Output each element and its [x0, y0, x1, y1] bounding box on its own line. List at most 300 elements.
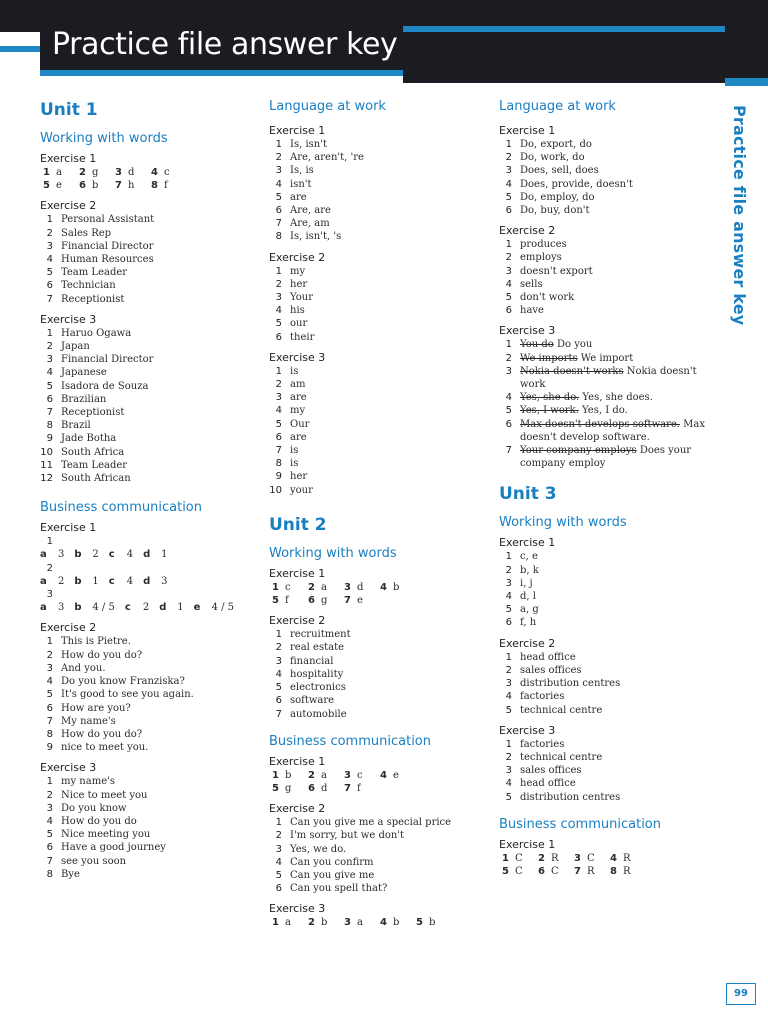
list-item: [499, 338, 721, 351]
list-item: [269, 641, 491, 654]
answer-cell: [269, 782, 305, 795]
list-item: [269, 204, 491, 217]
answer-value: g: [321, 595, 328, 607]
list-item: [269, 681, 491, 694]
list-item: [40, 353, 262, 366]
item-number: 3: [275, 292, 282, 304]
list-item: [269, 708, 491, 721]
correction-text: Yes, I do.: [578, 405, 628, 417]
item-number: 3: [505, 365, 512, 377]
item-text: [520, 391, 721, 404]
item-number: 5: [275, 682, 282, 694]
list-item: [40, 662, 262, 675]
item-number: 2: [46, 341, 53, 353]
list-item: [40, 266, 262, 279]
answer-value: b: [321, 917, 328, 929]
list-item: [269, 304, 491, 317]
answer-list: [269, 138, 491, 244]
list-item: [40, 213, 262, 226]
answer-cell: [112, 179, 148, 192]
item-number: 7: [275, 218, 282, 230]
item-number: 2: [505, 751, 512, 763]
answer-list: [499, 138, 721, 217]
answer-number: 6: [79, 180, 86, 192]
match-pair: [109, 575, 133, 588]
list-item: [40, 802, 262, 815]
item-text: [520, 404, 721, 417]
answer-cell: [571, 852, 607, 865]
item-text: Does, provide, doesn't: [520, 178, 633, 190]
answer-cell: [607, 865, 643, 878]
item-text: Have a good journey: [61, 842, 166, 854]
item-text: sells: [520, 278, 543, 290]
item-number: 3: [46, 589, 53, 601]
item-number: 5: [275, 318, 282, 330]
item-text: sales offices: [520, 664, 582, 676]
item-number: 8: [275, 458, 282, 470]
answer-value: a: [321, 769, 327, 781]
answer-number: 3: [574, 852, 581, 864]
list-item: [269, 317, 491, 330]
list-item: [40, 327, 262, 340]
answer-value: a: [285, 917, 291, 929]
item-number: 4: [505, 778, 512, 790]
item-number: 6: [275, 431, 282, 443]
item-text: see you soon: [61, 855, 127, 867]
answer-number: 5: [272, 782, 279, 794]
item-number: 9: [46, 742, 53, 754]
item-number: 3: [505, 577, 512, 589]
match-group-number: [40, 535, 262, 548]
item-text: Receptionist: [61, 407, 125, 419]
item-number: 4: [505, 178, 512, 190]
list-item: [40, 815, 262, 828]
list-item: [269, 484, 491, 497]
item-text: This is Pietre.: [61, 636, 131, 648]
list-item: [40, 366, 262, 379]
item-number: 4: [505, 278, 512, 290]
match-value: 4 / 5: [211, 602, 235, 614]
list-item: [499, 577, 721, 590]
match-letter: c: [108, 549, 115, 561]
item-number: 3: [46, 354, 53, 366]
item-text: Do, export, do: [520, 139, 592, 150]
answer-number: 2: [308, 769, 315, 781]
struck-text: Your company employs: [520, 445, 637, 457]
item-number: 7: [46, 855, 53, 867]
item-number: 7: [505, 445, 512, 457]
item-number: 1: [275, 629, 282, 641]
answer-list: [499, 238, 721, 317]
answer-number: 7: [344, 595, 351, 607]
item-number: 3: [46, 240, 53, 252]
answer-number: 4: [610, 852, 617, 864]
answer-value: R: [623, 852, 631, 864]
item-text: f, h: [520, 617, 537, 629]
answer-list: [499, 738, 721, 804]
answer-cell: [571, 865, 607, 878]
answer-number: 3: [344, 769, 351, 781]
item-number: 1: [505, 651, 512, 663]
exercise-heading: Exercise 1: [499, 124, 556, 137]
accent-stripe-edge: [725, 78, 768, 86]
item-number: 1: [46, 636, 53, 648]
answer-value: b: [92, 180, 99, 192]
answer-value: R: [623, 865, 631, 877]
list-item: [269, 331, 491, 344]
answer-grid: [269, 769, 491, 795]
match-value: 1: [161, 549, 168, 561]
answer-number: 1: [43, 167, 50, 178]
item-number: 6: [275, 695, 282, 707]
list-item: [499, 444, 721, 470]
match-pair: [159, 601, 183, 614]
list-item: [40, 227, 262, 240]
answer-cell: [377, 916, 413, 929]
exercise-heading: Exercise 1: [269, 566, 326, 580]
answer-number: 1: [272, 917, 279, 929]
item-text: her: [290, 471, 308, 483]
item-text: your: [290, 484, 313, 496]
list-item: [269, 816, 491, 829]
match-letter: c: [108, 575, 115, 587]
item-number: 6: [46, 702, 53, 714]
correction-text: Nokia doesn't work: [520, 365, 697, 391]
list-item: [40, 432, 262, 445]
item-text: Bye: [61, 868, 80, 880]
list-item: [269, 856, 491, 869]
item-number: 11: [40, 459, 53, 471]
answer-value: c: [285, 581, 291, 593]
section-heading: Business communication: [40, 500, 202, 516]
list-item: [499, 352, 721, 365]
answer-cell: [148, 179, 184, 192]
match-pair: [74, 575, 98, 588]
answer-value: f: [164, 180, 168, 192]
item-number: 8: [275, 231, 282, 243]
answer-cell: [377, 769, 413, 782]
item-number: 3: [505, 265, 512, 277]
item-text: How are you?: [61, 702, 131, 714]
item-text: have: [520, 305, 544, 317]
section-heading: Business communication: [499, 816, 661, 832]
page-number: 99: [726, 983, 756, 1005]
item-number: 4: [275, 668, 282, 680]
list-item: [499, 677, 721, 690]
list-item: [40, 293, 262, 306]
item-text: Brazil: [61, 420, 91, 432]
item-number: 5: [505, 405, 512, 417]
match-value: 4: [126, 549, 134, 561]
item-number: 7: [46, 293, 53, 305]
answer-list: [269, 365, 491, 497]
answer-list: [269, 628, 491, 720]
list-item: [269, 278, 491, 291]
item-text: Haruo Ogawa: [61, 327, 132, 339]
item-text: Do, buy, don't: [520, 205, 590, 217]
list-item: [499, 791, 721, 804]
item-number: 6: [275, 331, 282, 343]
unit-heading: Unit 3: [499, 484, 557, 505]
item-text: Jade Botha: [61, 433, 117, 445]
match-letter: d: [143, 575, 151, 587]
answer-number: 1: [272, 581, 279, 593]
match-pair: [40, 575, 64, 588]
answer-number: 2: [538, 852, 545, 864]
exercise-heading: Exercise 3: [499, 723, 556, 737]
list-item: [40, 419, 262, 432]
accent-stripe-right: [403, 26, 725, 32]
item-text: [520, 444, 721, 470]
answer-value: b: [393, 917, 400, 929]
item-text: real estate: [290, 642, 345, 654]
item-text: Is, isn't, 's: [290, 231, 342, 243]
list-item: [40, 828, 262, 841]
item-text: Are, aren't, 're: [290, 152, 364, 164]
list-item: [269, 655, 491, 668]
list-item: [269, 470, 491, 483]
list-item: [499, 651, 721, 664]
item-number: 3: [275, 655, 282, 667]
match-letter: d: [143, 549, 151, 561]
answer-value: e: [357, 595, 363, 607]
item-text: I'm sorry, but we don't: [290, 830, 405, 842]
list-item: [499, 391, 721, 404]
item-text: Do, employ, do: [520, 191, 595, 203]
item-number: 4: [275, 856, 282, 868]
item-text: hospitality: [290, 668, 344, 680]
item-text: Are, am: [290, 218, 330, 230]
item-text: is: [290, 458, 299, 470]
item-number: 4: [275, 305, 282, 317]
answer-grid: [499, 852, 721, 878]
item-text: are: [290, 392, 307, 404]
section-heading: Working with words: [269, 545, 397, 561]
item-text: distribution centres: [520, 791, 621, 803]
item-number: 2: [505, 252, 512, 264]
item-number: 1: [275, 365, 282, 377]
item-number: 2: [275, 278, 282, 290]
item-number: 2: [505, 564, 512, 576]
list-item: [269, 138, 491, 151]
list-item: [40, 253, 262, 266]
struck-text: Yes, I work.: [520, 405, 579, 417]
answer-list: [499, 550, 721, 629]
answer-cell: [305, 782, 341, 795]
item-number: 3: [275, 843, 282, 855]
answer-value: a: [56, 167, 62, 178]
item-text: It's good to see you again.: [61, 689, 194, 701]
list-item: [40, 380, 262, 393]
answer-number: 8: [151, 180, 158, 192]
item-number: 4: [46, 815, 53, 827]
grid-row: [499, 852, 721, 865]
match-letter: d: [159, 602, 167, 614]
item-text: are: [290, 191, 307, 203]
list-item: [40, 855, 262, 868]
item-text: Your: [290, 292, 313, 304]
list-item: [499, 238, 721, 251]
answer-value: C: [515, 865, 523, 877]
item-text: Human Resources: [61, 254, 154, 266]
answer-number: 5: [43, 180, 50, 192]
answer-cell: [341, 769, 377, 782]
item-text: her: [290, 278, 308, 290]
item-text: distribution centres: [520, 678, 621, 690]
item-number: 3: [46, 662, 53, 674]
list-item: [499, 690, 721, 703]
list-item: [269, 431, 491, 444]
section-heading: Language at work: [499, 99, 616, 114]
match-value: 1: [92, 575, 99, 587]
item-number: 5: [275, 418, 282, 430]
answer-cell: [305, 594, 341, 607]
answer-cell: [341, 782, 377, 795]
list-item: [269, 694, 491, 707]
answer-cell: [305, 769, 341, 782]
item-text: factories: [520, 691, 565, 703]
list-item: [499, 603, 721, 616]
item-number: 1: [46, 327, 53, 339]
match-group-number: [40, 588, 262, 601]
answer-number: 7: [574, 865, 581, 877]
match-letter: a: [40, 602, 47, 614]
item-number: 2: [505, 352, 512, 364]
list-item: [40, 649, 262, 662]
list-item: [499, 590, 721, 603]
item-number: 5: [505, 292, 512, 304]
item-number: 8: [46, 868, 53, 880]
item-text: head office: [520, 778, 576, 790]
list-item: [269, 291, 491, 304]
exercise-heading: Exercise 2: [269, 614, 326, 628]
list-item: [269, 378, 491, 391]
grid-row: [269, 581, 491, 594]
title-underline: [40, 70, 403, 76]
answer-cell: [607, 852, 643, 865]
list-item: [499, 664, 721, 677]
item-text: isn't: [290, 178, 312, 190]
answer-number: 3: [115, 167, 122, 178]
list-item: [40, 472, 262, 485]
match-letter: c: [124, 602, 131, 614]
item-text: Sales Rep: [61, 227, 112, 239]
item-number: 8: [46, 728, 53, 740]
answer-value: b: [393, 581, 400, 593]
section-heading: Business communication: [269, 733, 431, 749]
answer-number: 6: [538, 865, 545, 877]
item-number: 2: [46, 649, 53, 661]
item-number: 2: [505, 152, 512, 164]
column-2: [269, 98, 491, 937]
exercise-heading: Exercise 3: [40, 761, 97, 775]
answer-number: 2: [79, 167, 86, 178]
match-letter: b: [74, 549, 82, 561]
list-item: [40, 406, 262, 419]
list-item: [40, 340, 262, 353]
match-value: 4 / 5: [92, 602, 115, 614]
item-text: c, e: [520, 551, 538, 563]
item-text: How do you do?: [61, 649, 143, 661]
match-value: 2: [142, 602, 150, 614]
answer-number: 4: [380, 581, 387, 593]
list-item: [40, 393, 262, 406]
item-text: Team Leader: [61, 267, 128, 279]
exercise-heading: Exercise 2: [269, 802, 326, 816]
list-item: [269, 164, 491, 177]
item-number: 5: [505, 604, 512, 616]
item-text: are: [290, 431, 307, 443]
list-item: [269, 230, 491, 243]
list-item: [499, 251, 721, 264]
answer-number: 5: [272, 595, 279, 607]
answer-value: d: [128, 167, 135, 178]
answer-list: [40, 327, 262, 485]
item-number: 8: [46, 420, 53, 432]
list-item: [499, 178, 721, 191]
list-item: [499, 564, 721, 577]
answer-value: d: [321, 782, 328, 794]
answer-number: 2: [308, 581, 315, 593]
item-number: 2: [275, 152, 282, 164]
exercise-heading: Exercise 3: [40, 312, 97, 326]
item-text: Nice meeting you: [61, 829, 151, 841]
unit-heading: Unit 1: [40, 100, 98, 120]
list-item: [40, 868, 262, 881]
item-text: Team Leader: [61, 459, 128, 471]
match-value: 2: [58, 575, 65, 587]
item-text: their: [290, 331, 315, 343]
answer-value: R: [587, 865, 595, 877]
item-number: 10: [40, 446, 53, 458]
answer-cell: [341, 594, 377, 607]
answer-list: [269, 265, 491, 344]
item-text: b, k: [520, 564, 539, 576]
list-item: [499, 738, 721, 751]
list-item: [269, 404, 491, 417]
column-1: [40, 98, 262, 888]
item-text: Do you know Franziska?: [61, 676, 185, 688]
list-item: [269, 365, 491, 378]
item-text: Nice to meet you: [61, 789, 148, 801]
item-text: My name's: [61, 715, 116, 727]
answer-number: 3: [344, 917, 351, 929]
list-item: [269, 418, 491, 431]
list-item: [499, 751, 721, 764]
item-number: 6: [275, 205, 282, 217]
item-text: Does, sell, does: [520, 165, 599, 177]
item-text: sales offices: [520, 765, 582, 777]
item-text: [520, 365, 721, 391]
match-value: 1: [177, 602, 184, 614]
item-number: 1: [505, 339, 512, 351]
answer-grid: [269, 581, 491, 607]
item-text: How do you do?: [61, 728, 143, 740]
match-pair: [74, 548, 98, 561]
item-text: Are, are: [290, 205, 331, 217]
item-number: 5: [46, 267, 53, 279]
match-pair: [74, 601, 114, 614]
struck-text: Nokia doesn't works: [520, 365, 624, 377]
answer-cell: [341, 581, 377, 594]
item-number: 5: [46, 689, 53, 701]
item-text: a, g: [520, 604, 539, 616]
item-text: [520, 418, 721, 444]
struck-text: Max doesn't develops software.: [520, 418, 680, 430]
item-text: don't work: [520, 292, 575, 304]
item-text: Japanese: [61, 367, 107, 379]
match-letter: a: [40, 575, 47, 587]
